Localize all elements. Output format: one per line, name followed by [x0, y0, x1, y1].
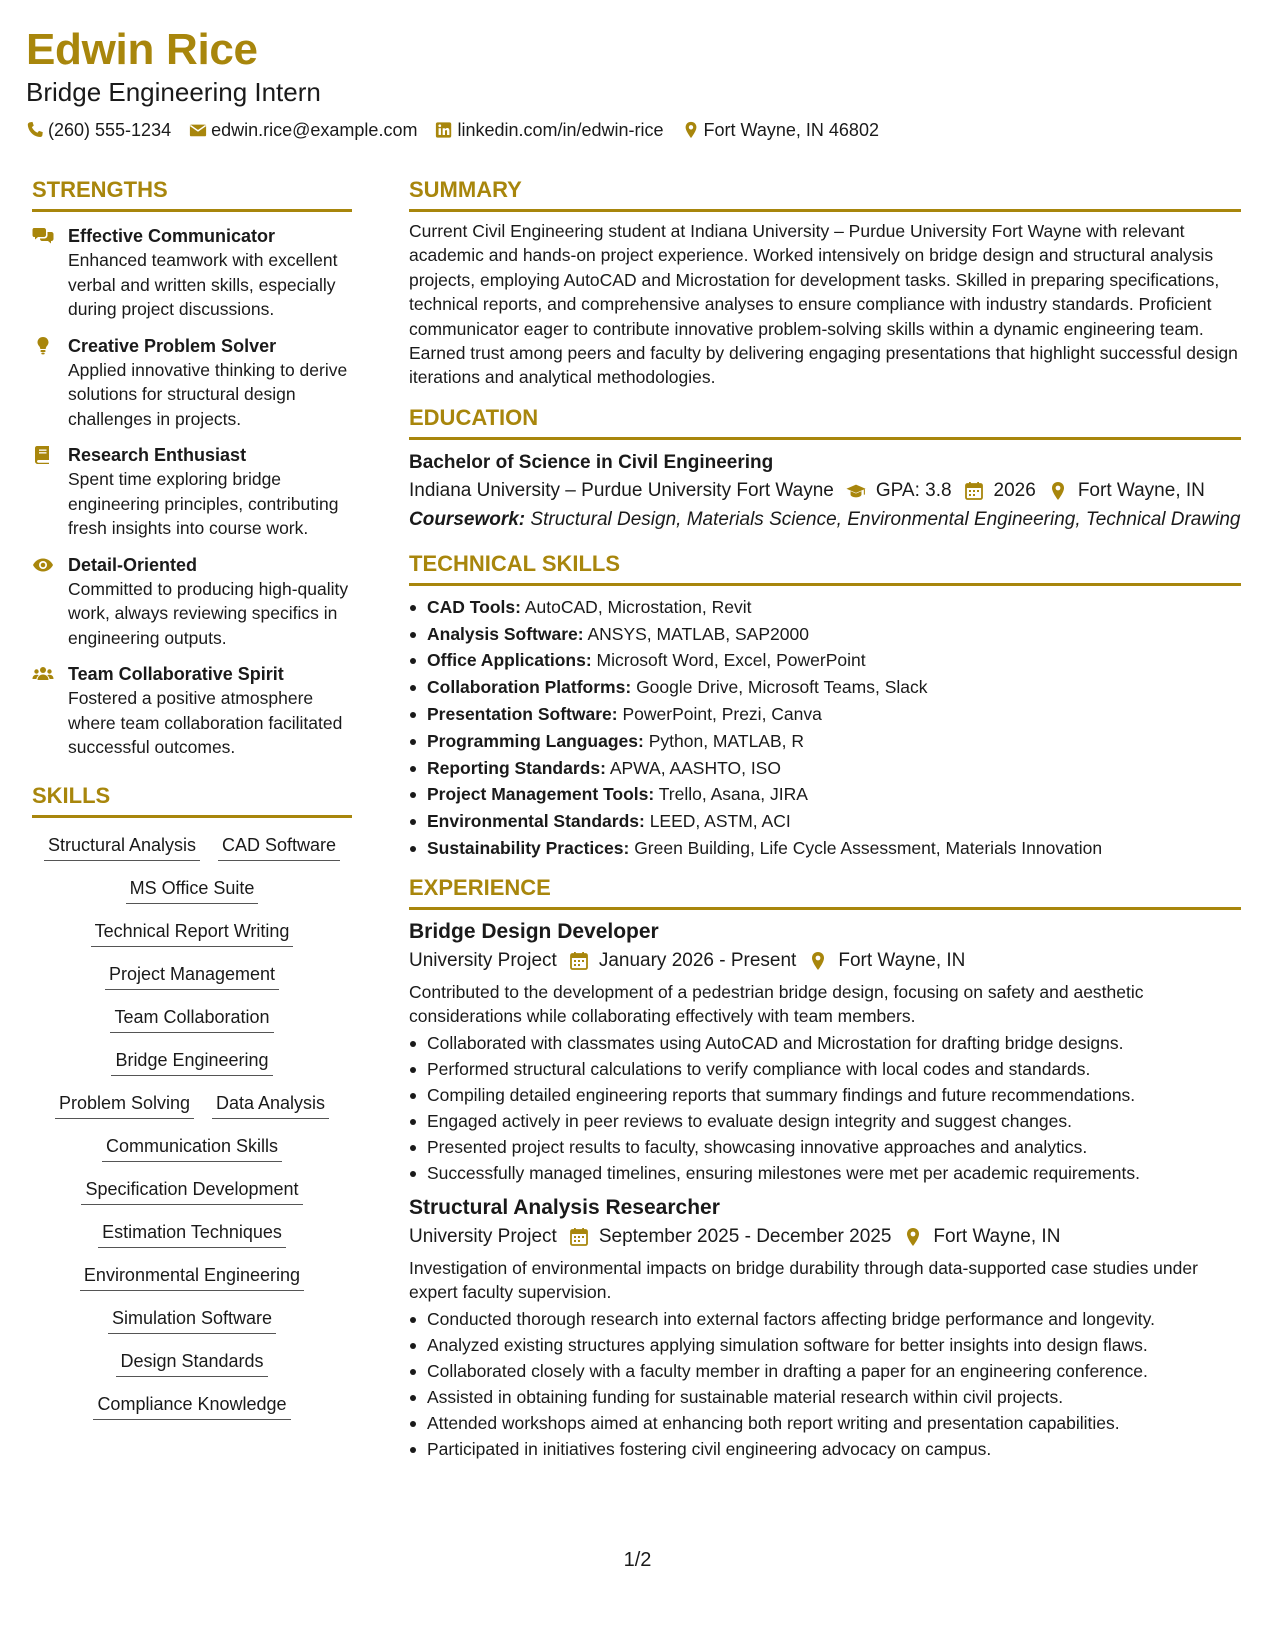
- book-icon: [32, 443, 54, 541]
- list-item: Attended workshops aimed at enhancing both report writing and presentation capabilities.: [409, 1410, 1241, 1436]
- strength-title: Detail-Oriented: [68, 554, 198, 575]
- contact-email[interactable]: [189, 118, 417, 142]
- strength-desc: Spent time exploring bridge engineering principles, contributing fresh insights into course work.: [68, 469, 339, 538]
- strength-item: [32, 443, 352, 541]
- gpa-text: GPA: 3.8: [875, 479, 952, 501]
- strength-item: [32, 553, 352, 651]
- strengths-heading: STRENGTHS: [32, 176, 352, 212]
- contact-linkedin[interactable]: [435, 118, 663, 142]
- skill-chip: Design Standards: [116, 1348, 267, 1377]
- tech-skill-value: Python, MATLAB, R: [648, 730, 805, 751]
- job-location: Fort Wayne, IN: [838, 949, 966, 971]
- skill-chip: Environmental Engineering: [80, 1262, 304, 1291]
- calendar-icon: [569, 951, 589, 971]
- location-text: Fort Wayne, IN 46802: [703, 120, 879, 140]
- summary-text: Current Civil Engineering student at Indiana University – Purdue University Fort Wayne with relevant academic and hands-on project experience. Worked intensively on bridge design and structural analysis projects, employing AutoCAD and Microstation for development tasks. Skilled in preparing specifications, technical reports, and comprehensive analyses to ensure compliance with industry standards. Proficient communicator eager to contribute innovative problem-solving skills within a dynamic engineering team. Earned trust among peers and faculty by delivering engaging presentations that highlight successful design iterations and analytical methodologies.: [409, 221, 1238, 388]
- tech-skill-label: Office Applications:: [427, 650, 592, 671]
- skill-chip: CAD Software: [218, 832, 340, 861]
- skill-chip: Communication Skills: [102, 1133, 282, 1162]
- calendar-icon: [569, 1227, 589, 1247]
- list-item: Performed structural calculations to verify compliance with local codes and standards.: [409, 1056, 1241, 1082]
- skill-chip: Bridge Engineering: [111, 1047, 272, 1076]
- strength-desc: Enhanced teamwork with excellent verbal and written skills, especially during project discussions.: [68, 250, 338, 319]
- strength-title: Creative Problem Solver: [68, 335, 277, 356]
- list-item: [409, 674, 1241, 701]
- tech-skill-value: APWA, AASHTO, ISO: [609, 757, 781, 778]
- eye-icon: [32, 553, 54, 651]
- tech-skill-value: ANSYS, MATLAB, SAP2000: [587, 623, 809, 644]
- skill-chip: Problem Solving: [55, 1090, 194, 1119]
- tech-skill-label: Collaboration Platforms:: [427, 677, 632, 698]
- skill-chip: MS Office Suite: [126, 875, 259, 904]
- candidate-role: Bridge Engineering Intern: [26, 77, 321, 107]
- list-item: Collaborated with classmates using AutoCAD and Microstation for drafting bridge designs.: [409, 1030, 1241, 1056]
- skill-chip: Project Management: [105, 961, 279, 990]
- tech-skill-label: Presentation Software:: [427, 704, 618, 725]
- tech-skill-value: Google Drive, Microsoft Teams, Slack: [636, 677, 928, 698]
- list-item: [409, 728, 1241, 755]
- job-title: Bridge Design Developer: [409, 919, 659, 943]
- skill-chip: Specification Development: [81, 1176, 302, 1205]
- strength-item: [32, 334, 352, 432]
- list-item: [409, 781, 1241, 808]
- skills-heading: SKILLS: [32, 782, 352, 818]
- job-org: University Project: [409, 949, 557, 971]
- graduation-cap-icon: [846, 481, 866, 501]
- skill-chip: Data Analysis: [212, 1090, 329, 1119]
- list-item: Assisted in obtaining funding for sustainable material research within civil projects.: [409, 1384, 1241, 1410]
- strength-title: Team Collaborative Spirit: [68, 664, 284, 684]
- right-column: [409, 176, 1241, 1462]
- linkedin-icon: [435, 121, 453, 139]
- calendar-icon: [964, 481, 984, 501]
- tech-skill-label: Project Management Tools:: [427, 784, 655, 805]
- education-heading: EDUCATION: [409, 404, 1241, 440]
- experience-heading: EXPERIENCE: [409, 874, 1241, 910]
- job-description: Contributed to the development of a pedestrian bridge design, focusing on safety and aesthetic considerations while collaborating effectively with team members.: [409, 981, 1144, 1026]
- job-bullets: [409, 1030, 1241, 1186]
- list-item: Successfully managed timelines, ensuring milestones were met per academic requirements.: [409, 1160, 1241, 1186]
- job-title: Structural Analysis Researcher: [409, 1195, 720, 1219]
- list-item: Participated in initiatives fostering civil engineering advocacy on campus.: [409, 1436, 1241, 1462]
- job-dates: January 2026 - Present: [598, 949, 797, 971]
- list-item: [409, 755, 1241, 782]
- tech-skill-value: Microsoft Word, Excel, PowerPoint: [596, 650, 866, 671]
- list-item: Collaborated closely with a faculty member in drafting a paper for an engineering conference.: [409, 1358, 1241, 1384]
- list-item: [409, 808, 1241, 835]
- skill-chip: Structural Analysis: [44, 832, 200, 861]
- tech-skill-label: CAD Tools:: [427, 596, 521, 617]
- strength-desc: Fostered a positive atmosphere where team collaboration facilitated successful outcomes.: [68, 688, 343, 757]
- phone-icon: [26, 121, 44, 139]
- map-pin-icon: [903, 1227, 923, 1247]
- tech-skill-label: Sustainability Practices:: [427, 838, 630, 859]
- strength-item: [32, 662, 352, 760]
- education-meta: [409, 476, 1241, 506]
- skill-chip: Estimation Techniques: [98, 1219, 286, 1248]
- strength-title: Research Enthusiast: [68, 445, 247, 465]
- summary-heading: SUMMARY: [409, 176, 1241, 212]
- degree-title: Bachelor of Science in Civil Engineering: [409, 451, 774, 473]
- technical-skills-list: [409, 594, 1241, 862]
- email-text[interactable]: edwin.rice@example.com: [211, 120, 418, 140]
- strength-desc: Committed to producing high-quality work, always reviewing specifics in engineering outputs.: [68, 578, 349, 648]
- left-column: [32, 176, 352, 1420]
- list-item: [409, 701, 1241, 728]
- list-item: [409, 835, 1241, 862]
- comments-icon: [32, 224, 54, 322]
- tech-skill-label: Reporting Standards:: [427, 757, 606, 778]
- school-name: Indiana University – Purdue University Fort Wayne: [409, 479, 834, 501]
- map-pin-icon: [808, 951, 828, 971]
- job-meta: [409, 946, 1241, 976]
- list-item: Analyzed existing structures applying simulation software for better insights into design flaws.: [409, 1332, 1241, 1358]
- tech-skill-value: LEED, ASTM, ACI: [649, 811, 791, 832]
- skill-chip: Technical Report Writing: [91, 918, 294, 947]
- list-item: Engaged actively in peer reviews to evaluate design integrity and suggest changes.: [409, 1108, 1241, 1134]
- coursework: [409, 508, 1241, 532]
- job-meta: [409, 1222, 1241, 1252]
- page-number: 1/2: [623, 1549, 652, 1571]
- envelope-icon: [189, 121, 207, 139]
- map-pin-icon: [1048, 481, 1068, 501]
- strength-desc: Applied innovative thinking to derive solutions for structural design challenges in projects.: [68, 359, 348, 429]
- job-entry: [409, 918, 1241, 1186]
- strength-title: Effective Communicator: [68, 226, 276, 246]
- tech-skill-label: Programming Languages:: [427, 730, 644, 751]
- contact-phone: [26, 118, 171, 142]
- tech-skill-value: PowerPoint, Prezi, Canva: [622, 704, 822, 725]
- list-item: [409, 647, 1241, 674]
- list-item: Compiling detailed engineering reports that summary findings and future recommendations.: [409, 1082, 1241, 1108]
- skill-chip: Compliance Knowledge: [93, 1391, 290, 1420]
- phone-text: (260) 555-1234: [48, 120, 172, 140]
- tech-skill-label: Analysis Software:: [427, 623, 584, 644]
- strength-item: [32, 224, 352, 322]
- list-item: Presented project results to faculty, showcasing innovative approaches and analytics.: [409, 1134, 1241, 1160]
- graduation-year: 2026: [993, 479, 1036, 501]
- users-icon: [32, 662, 54, 760]
- technical-skills-heading: TECHNICAL SKILLS: [409, 550, 1241, 586]
- skill-chip: Team Collaboration: [110, 1004, 273, 1033]
- tech-skill-value: Green Building, Life Cycle Assessment, Materials Innovation: [634, 838, 1103, 859]
- contact-bar: [26, 118, 1246, 142]
- job-entry: [409, 1194, 1241, 1462]
- list-item: [409, 594, 1241, 621]
- list-item: [409, 621, 1241, 648]
- coursework-list: Structural Design, Materials Science, Environmental Engineering, Technical Drawing: [530, 508, 1241, 530]
- job-org: University Project: [409, 1225, 557, 1247]
- tech-skill-value: AutoCAD, Microstation, Revit: [524, 596, 752, 617]
- list-item: Conducted thorough research into external factors affecting bridge performance and longevity.: [409, 1306, 1241, 1332]
- education-location: Fort Wayne, IN: [1077, 479, 1205, 501]
- tech-skill-value: Trello, Asana, JIRA: [658, 784, 808, 805]
- map-pin-icon: [682, 121, 700, 139]
- tech-skill-label: Environmental Standards:: [427, 811, 645, 832]
- job-description: Investigation of environmental impacts on bridge durability through data-supported case studies under expert faculty supervision.: [409, 1257, 1198, 1302]
- coursework-label: Coursework:: [409, 508, 526, 530]
- lightbulb-icon: [32, 334, 54, 432]
- skill-chip: Simulation Software: [108, 1305, 276, 1334]
- job-bullets: [409, 1306, 1241, 1462]
- candidate-name: Edwin Rice: [26, 25, 258, 74]
- job-dates: September 2025 - December 2025: [598, 1225, 892, 1247]
- skills-list: [32, 832, 352, 1420]
- linkedin-text[interactable]: linkedin.com/in/edwin-rice: [457, 120, 664, 140]
- contact-location: [682, 118, 879, 142]
- resume-header: [26, 24, 1246, 142]
- job-location: Fort Wayne, IN: [933, 1225, 1061, 1247]
